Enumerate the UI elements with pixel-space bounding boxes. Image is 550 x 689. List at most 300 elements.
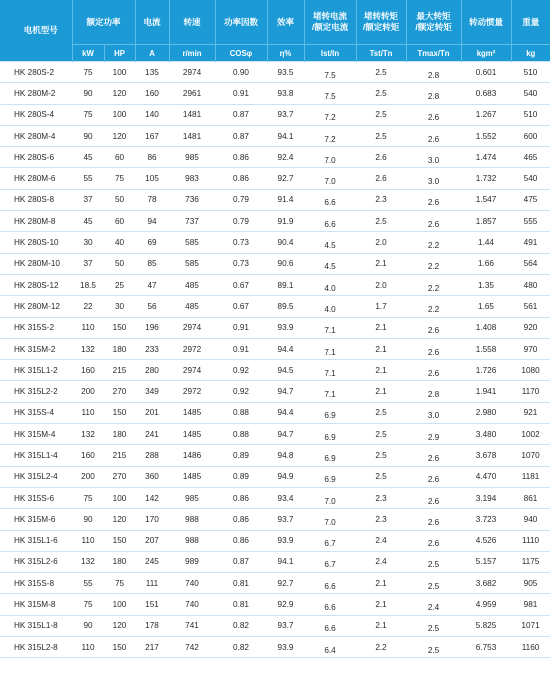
cell-current: 217 bbox=[135, 637, 169, 658]
cell-efficiency: 94.1 bbox=[267, 125, 304, 146]
cell-weight: 564 bbox=[511, 253, 550, 274]
unit-kg: kg bbox=[511, 45, 550, 62]
cell-weight: 561 bbox=[511, 296, 550, 317]
table-row bbox=[0, 125, 550, 146]
cell-locked-torque-ratio: 2.0 bbox=[356, 274, 406, 295]
cell-speed: 585 bbox=[169, 232, 215, 253]
cell-speed: 741 bbox=[169, 615, 215, 636]
header-max-torque bbox=[406, 0, 461, 45]
cell-current: 178 bbox=[135, 615, 169, 636]
cell-inertia: 1.558 bbox=[461, 338, 511, 359]
cell-power-kw: 75 bbox=[72, 594, 104, 615]
cell-power-hp: 120 bbox=[104, 509, 135, 530]
table-row bbox=[0, 637, 550, 658]
cell-speed: 1485 bbox=[169, 466, 215, 487]
cell-inertia: 1.65 bbox=[461, 296, 511, 317]
cell-power-kw: 55 bbox=[72, 573, 104, 594]
cell-inertia: 3.682 bbox=[461, 573, 511, 594]
cell-power-kw: 75 bbox=[72, 487, 104, 508]
cell-power-kw: 160 bbox=[72, 360, 104, 381]
table-row bbox=[0, 424, 550, 445]
cell-speed: 485 bbox=[169, 274, 215, 295]
cell-current: 360 bbox=[135, 466, 169, 487]
cell-efficiency: 92.9 bbox=[267, 594, 304, 615]
cell-power-hp: 270 bbox=[104, 466, 135, 487]
cell-current: 151 bbox=[135, 594, 169, 615]
unit-ist-in: Ist/In bbox=[304, 45, 356, 62]
header-current: 电流 bbox=[135, 0, 169, 45]
cell-power-hp: 150 bbox=[104, 637, 135, 658]
cell-efficiency: 93.9 bbox=[267, 530, 304, 551]
cell-power-kw: 45 bbox=[72, 147, 104, 168]
table-row bbox=[0, 466, 550, 487]
table-row bbox=[0, 189, 550, 210]
cell-power-hp: 180 bbox=[104, 424, 135, 445]
cell-speed: 985 bbox=[169, 487, 215, 508]
cell-current: 142 bbox=[135, 487, 169, 508]
cell-weight: 600 bbox=[511, 125, 550, 146]
cell-locked-torque-ratio: 2.1 bbox=[356, 615, 406, 636]
cell-power-factor: 0.67 bbox=[215, 296, 267, 317]
cell-inertia: 1.732 bbox=[461, 168, 511, 189]
cell-current: 78 bbox=[135, 189, 169, 210]
cell-power-hp: 150 bbox=[104, 402, 135, 423]
cell-locked-torque-ratio: 2.4 bbox=[356, 551, 406, 572]
cell-locked-torque-ratio: 2.5 bbox=[356, 402, 406, 423]
cell-weight: 480 bbox=[511, 274, 550, 295]
cell-inertia: 3.480 bbox=[461, 424, 511, 445]
unit-hp: HP bbox=[104, 45, 135, 62]
cell-efficiency: 94.7 bbox=[267, 381, 304, 402]
cell-power-factor: 0.82 bbox=[215, 637, 267, 658]
cell-inertia: 3.723 bbox=[461, 509, 511, 530]
cell-speed: 485 bbox=[169, 296, 215, 317]
cell-max-torque-ratio: 2.6 bbox=[406, 341, 461, 362]
cell-power-factor: 0.92 bbox=[215, 381, 267, 402]
cell-locked-torque-ratio: 2.5 bbox=[356, 445, 406, 466]
cell-power-hp: 120 bbox=[104, 83, 135, 104]
cell-power-hp: 120 bbox=[104, 615, 135, 636]
cell-model: HK 315M-6 bbox=[0, 509, 72, 530]
unit-tst-tn: Tst/Tn bbox=[356, 45, 406, 62]
cell-inertia: 0.601 bbox=[461, 62, 511, 83]
cell-max-torque-ratio: 3.0 bbox=[406, 171, 461, 192]
cell-power-kw: 160 bbox=[72, 445, 104, 466]
cell-efficiency: 92.7 bbox=[267, 573, 304, 594]
cell-efficiency: 94.1 bbox=[267, 551, 304, 572]
cell-power-factor: 0.81 bbox=[215, 573, 267, 594]
header-row-titles bbox=[0, 0, 550, 45]
header-locked-current bbox=[304, 0, 356, 45]
cell-current: 86 bbox=[135, 147, 169, 168]
cell-power-hp: 75 bbox=[104, 168, 135, 189]
cell-locked-current-ratio: 6.7 bbox=[304, 533, 356, 554]
cell-speed: 2961 bbox=[169, 83, 215, 104]
cell-power-kw: 37 bbox=[72, 189, 104, 210]
cell-locked-current-ratio: 7.1 bbox=[304, 341, 356, 362]
cell-locked-current-ratio: 4.0 bbox=[304, 299, 356, 320]
cell-inertia: 1.408 bbox=[461, 317, 511, 338]
cell-max-torque-ratio: 2.6 bbox=[406, 448, 461, 469]
cell-power-hp: 40 bbox=[104, 232, 135, 253]
cell-power-hp: 215 bbox=[104, 360, 135, 381]
cell-power-hp: 120 bbox=[104, 125, 135, 146]
unit-cos-phi: COSφ bbox=[215, 45, 267, 62]
header-power-factor: 功率因数 bbox=[215, 0, 267, 45]
cell-efficiency: 91.9 bbox=[267, 211, 304, 232]
cell-speed: 585 bbox=[169, 253, 215, 274]
cell-power-factor: 0.86 bbox=[215, 509, 267, 530]
cell-model: HK 315L2-2 bbox=[0, 381, 72, 402]
cell-weight: 1110 bbox=[511, 530, 550, 551]
table-row bbox=[0, 104, 550, 125]
cell-efficiency: 94.4 bbox=[267, 402, 304, 423]
cell-speed: 2972 bbox=[169, 381, 215, 402]
cell-efficiency: 93.8 bbox=[267, 83, 304, 104]
cell-current: 288 bbox=[135, 445, 169, 466]
cell-locked-current-ratio: 6.6 bbox=[304, 214, 356, 235]
cell-power-hp: 180 bbox=[104, 551, 135, 572]
cell-locked-current-ratio: 6.6 bbox=[304, 597, 356, 618]
cell-max-torque-ratio: 2.6 bbox=[406, 107, 461, 128]
cell-weight: 465 bbox=[511, 147, 550, 168]
cell-locked-torque-ratio: 2.1 bbox=[356, 360, 406, 381]
cell-inertia: 4.526 bbox=[461, 530, 511, 551]
cell-inertia: 1.857 bbox=[461, 211, 511, 232]
table-row bbox=[0, 232, 550, 253]
cell-locked-torque-ratio: 1.7 bbox=[356, 296, 406, 317]
cell-inertia: 1.44 bbox=[461, 232, 511, 253]
cell-locked-torque-ratio: 2.5 bbox=[356, 211, 406, 232]
cell-locked-torque-ratio: 2.5 bbox=[356, 424, 406, 445]
cell-power-hp: 30 bbox=[104, 296, 135, 317]
cell-weight: 940 bbox=[511, 509, 550, 530]
cell-power-kw: 55 bbox=[72, 168, 104, 189]
cell-power-kw: 132 bbox=[72, 424, 104, 445]
cell-power-kw: 110 bbox=[72, 317, 104, 338]
table-row bbox=[0, 445, 550, 466]
cell-locked-current-ratio: 4.5 bbox=[304, 235, 356, 256]
table-row bbox=[0, 551, 550, 572]
table-row bbox=[0, 381, 550, 402]
cell-speed: 988 bbox=[169, 509, 215, 530]
cell-power-kw: 22 bbox=[72, 296, 104, 317]
cell-inertia: 3.194 bbox=[461, 487, 511, 508]
cell-weight: 510 bbox=[511, 62, 550, 83]
cell-max-torque-ratio: 2.6 bbox=[406, 320, 461, 341]
header-max-torque-line2: /额定转矩 bbox=[415, 22, 452, 32]
cell-power-factor: 0.89 bbox=[215, 466, 267, 487]
cell-power-factor: 0.87 bbox=[215, 551, 267, 572]
cell-power-factor: 0.91 bbox=[215, 83, 267, 104]
cell-power-kw: 30 bbox=[72, 232, 104, 253]
cell-locked-current-ratio: 7.2 bbox=[304, 107, 356, 128]
table-row bbox=[0, 594, 550, 615]
cell-weight: 1181 bbox=[511, 466, 550, 487]
cell-locked-current-ratio: 6.9 bbox=[304, 448, 356, 469]
cell-inertia: 0.683 bbox=[461, 83, 511, 104]
cell-speed: 1481 bbox=[169, 104, 215, 125]
cell-efficiency: 89.5 bbox=[267, 296, 304, 317]
cell-efficiency: 89.1 bbox=[267, 274, 304, 295]
cell-model: HK 315S-2 bbox=[0, 317, 72, 338]
cell-power-kw: 90 bbox=[72, 509, 104, 530]
cell-locked-torque-ratio: 2.5 bbox=[356, 83, 406, 104]
cell-locked-torque-ratio: 2.1 bbox=[356, 317, 406, 338]
cell-current: 167 bbox=[135, 125, 169, 146]
cell-max-torque-ratio: 2.2 bbox=[406, 235, 461, 256]
cell-max-torque-ratio: 2.2 bbox=[406, 299, 461, 320]
cell-power-factor: 0.81 bbox=[215, 594, 267, 615]
cell-current: 233 bbox=[135, 338, 169, 359]
cell-current: 111 bbox=[135, 573, 169, 594]
cell-power-factor: 0.88 bbox=[215, 402, 267, 423]
cell-power-hp: 150 bbox=[104, 530, 135, 551]
table-row bbox=[0, 402, 550, 423]
cell-power-kw: 110 bbox=[72, 402, 104, 423]
table-row bbox=[0, 487, 550, 508]
cell-model: HK 280S-4 bbox=[0, 104, 72, 125]
cell-power-factor: 0.79 bbox=[215, 211, 267, 232]
cell-locked-current-ratio: 6.9 bbox=[304, 405, 356, 426]
cell-inertia: 1.547 bbox=[461, 189, 511, 210]
cell-efficiency: 90.4 bbox=[267, 232, 304, 253]
table-row bbox=[0, 274, 550, 295]
cell-max-torque-ratio: 2.6 bbox=[406, 533, 461, 554]
cell-weight: 555 bbox=[511, 211, 550, 232]
cell-max-torque-ratio: 2.6 bbox=[406, 214, 461, 235]
header-inertia: 转动惯量 bbox=[461, 0, 511, 45]
cell-efficiency: 94.9 bbox=[267, 466, 304, 487]
cell-weight: 920 bbox=[511, 317, 550, 338]
cell-power-factor: 0.73 bbox=[215, 253, 267, 274]
cell-locked-current-ratio: 6.6 bbox=[304, 576, 356, 597]
cell-efficiency: 94.7 bbox=[267, 424, 304, 445]
cell-max-torque-ratio: 3.0 bbox=[406, 405, 461, 426]
cell-power-hp: 180 bbox=[104, 338, 135, 359]
cell-power-hp: 50 bbox=[104, 253, 135, 274]
table-row bbox=[0, 168, 550, 189]
cell-locked-torque-ratio: 2.1 bbox=[356, 594, 406, 615]
cell-power-kw: 200 bbox=[72, 466, 104, 487]
cell-inertia: 4.470 bbox=[461, 466, 511, 487]
cell-current: 56 bbox=[135, 296, 169, 317]
cell-efficiency: 92.7 bbox=[267, 168, 304, 189]
cell-speed: 2974 bbox=[169, 360, 215, 381]
cell-power-kw: 90 bbox=[72, 615, 104, 636]
cell-weight: 861 bbox=[511, 487, 550, 508]
cell-inertia: 2.980 bbox=[461, 402, 511, 423]
cell-power-factor: 0.92 bbox=[215, 360, 267, 381]
cell-locked-torque-ratio: 2.2 bbox=[356, 637, 406, 658]
cell-locked-torque-ratio: 2.1 bbox=[356, 253, 406, 274]
cell-efficiency: 94.4 bbox=[267, 338, 304, 359]
cell-efficiency: 94.5 bbox=[267, 360, 304, 381]
cell-weight: 491 bbox=[511, 232, 550, 253]
cell-power-kw: 132 bbox=[72, 338, 104, 359]
cell-speed: 983 bbox=[169, 168, 215, 189]
cell-model: HK 315M-4 bbox=[0, 424, 72, 445]
cell-power-factor: 0.82 bbox=[215, 615, 267, 636]
table-row bbox=[0, 338, 550, 359]
cell-inertia: 4.959 bbox=[461, 594, 511, 615]
cell-speed: 2974 bbox=[169, 62, 215, 83]
cell-locked-current-ratio: 7.0 bbox=[304, 490, 356, 511]
cell-locked-torque-ratio: 2.0 bbox=[356, 232, 406, 253]
unit-rpm: r/min bbox=[169, 45, 215, 62]
table-row bbox=[0, 615, 550, 636]
cell-current: 170 bbox=[135, 509, 169, 530]
cell-model: HK 280M-4 bbox=[0, 125, 72, 146]
cell-power-hp: 100 bbox=[104, 104, 135, 125]
cell-inertia: 1.66 bbox=[461, 253, 511, 274]
cell-model: HK 280M-10 bbox=[0, 253, 72, 274]
cell-power-factor: 0.89 bbox=[215, 445, 267, 466]
cell-weight: 905 bbox=[511, 573, 550, 594]
cell-model: HK 315M-8 bbox=[0, 594, 72, 615]
cell-inertia: 1.474 bbox=[461, 147, 511, 168]
cell-efficiency: 90.6 bbox=[267, 253, 304, 274]
cell-weight: 510 bbox=[511, 104, 550, 125]
cell-inertia: 5.157 bbox=[461, 551, 511, 572]
cell-weight: 540 bbox=[511, 83, 550, 104]
cell-locked-current-ratio: 6.7 bbox=[304, 554, 356, 575]
cell-max-torque-ratio: 2.6 bbox=[406, 128, 461, 149]
cell-speed: 989 bbox=[169, 551, 215, 572]
cell-max-torque-ratio: 2.8 bbox=[406, 384, 461, 405]
cell-power-kw: 75 bbox=[72, 104, 104, 125]
cell-weight: 1070 bbox=[511, 445, 550, 466]
cell-weight: 540 bbox=[511, 168, 550, 189]
cell-model: HK 280M-2 bbox=[0, 83, 72, 104]
cell-power-factor: 0.86 bbox=[215, 147, 267, 168]
cell-power-factor: 0.86 bbox=[215, 168, 267, 189]
cell-weight: 1080 bbox=[511, 360, 550, 381]
cell-max-torque-ratio: 2.6 bbox=[406, 512, 461, 533]
cell-max-torque-ratio: 2.5 bbox=[406, 618, 461, 639]
cell-locked-current-ratio: 7.0 bbox=[304, 512, 356, 533]
cell-current: 241 bbox=[135, 424, 169, 445]
cell-power-factor: 0.67 bbox=[215, 274, 267, 295]
cell-max-torque-ratio: 3.0 bbox=[406, 150, 461, 171]
table-row bbox=[0, 83, 550, 104]
cell-model: HK 315S-6 bbox=[0, 487, 72, 508]
cell-power-factor: 0.86 bbox=[215, 530, 267, 551]
header-power: 额定功率 bbox=[72, 0, 135, 45]
cell-model: HK 315S-8 bbox=[0, 573, 72, 594]
cell-max-torque-ratio: 2.4 bbox=[406, 597, 461, 618]
cell-speed: 740 bbox=[169, 573, 215, 594]
cell-efficiency: 93.7 bbox=[267, 104, 304, 125]
cell-model: HK 280M-8 bbox=[0, 211, 72, 232]
cell-power-kw: 110 bbox=[72, 530, 104, 551]
cell-power-hp: 100 bbox=[104, 62, 135, 83]
cell-locked-torque-ratio: 2.4 bbox=[356, 530, 406, 551]
cell-speed: 742 bbox=[169, 637, 215, 658]
cell-current: 280 bbox=[135, 360, 169, 381]
cell-current: 245 bbox=[135, 551, 169, 572]
cell-efficiency: 93.7 bbox=[267, 509, 304, 530]
cell-model: HK 280M-12 bbox=[0, 296, 72, 317]
cell-model: HK 315S-4 bbox=[0, 402, 72, 423]
unit-tmax-tn: Tmax/Tn bbox=[406, 45, 461, 62]
table-row bbox=[0, 530, 550, 551]
cell-locked-current-ratio: 6.9 bbox=[304, 427, 356, 448]
cell-locked-torque-ratio: 2.5 bbox=[356, 125, 406, 146]
table-row bbox=[0, 317, 550, 338]
cell-model: HK 315L1-2 bbox=[0, 360, 72, 381]
cell-current: 94 bbox=[135, 211, 169, 232]
header-weight: 重量 bbox=[511, 0, 550, 45]
cell-locked-current-ratio: 7.0 bbox=[304, 171, 356, 192]
cell-power-hp: 25 bbox=[104, 274, 135, 295]
cell-locked-current-ratio: 7.1 bbox=[304, 363, 356, 384]
cell-weight: 1170 bbox=[511, 381, 550, 402]
unit-kw: kW bbox=[72, 45, 104, 62]
cell-speed: 985 bbox=[169, 147, 215, 168]
cell-max-torque-ratio: 2.2 bbox=[406, 256, 461, 277]
cell-efficiency: 93.5 bbox=[267, 62, 304, 83]
cell-efficiency: 94.8 bbox=[267, 445, 304, 466]
header-model: 电机型号 bbox=[0, 0, 72, 62]
cell-locked-torque-ratio: 2.5 bbox=[356, 466, 406, 487]
cell-power-hp: 60 bbox=[104, 147, 135, 168]
cell-power-kw: 200 bbox=[72, 381, 104, 402]
cell-power-factor: 0.87 bbox=[215, 125, 267, 146]
cell-power-kw: 18.5 bbox=[72, 274, 104, 295]
cell-max-torque-ratio: 2.5 bbox=[406, 640, 461, 661]
unit-kgm2: kgm² bbox=[461, 45, 511, 62]
cell-speed: 988 bbox=[169, 530, 215, 551]
cell-inertia: 1.267 bbox=[461, 104, 511, 125]
cell-locked-torque-ratio: 2.6 bbox=[356, 168, 406, 189]
cell-power-factor: 0.79 bbox=[215, 189, 267, 210]
cell-efficiency: 93.9 bbox=[267, 317, 304, 338]
cell-locked-torque-ratio: 2.1 bbox=[356, 338, 406, 359]
cell-current: 105 bbox=[135, 168, 169, 189]
cell-locked-torque-ratio: 2.5 bbox=[356, 104, 406, 125]
cell-max-torque-ratio: 2.6 bbox=[406, 363, 461, 384]
cell-max-torque-ratio: 2.8 bbox=[406, 65, 461, 86]
cell-power-factor: 0.87 bbox=[215, 104, 267, 125]
cell-locked-torque-ratio: 2.5 bbox=[356, 62, 406, 83]
cell-locked-current-ratio: 7.5 bbox=[304, 86, 356, 107]
cell-inertia: 1.726 bbox=[461, 360, 511, 381]
cell-current: 47 bbox=[135, 274, 169, 295]
cell-efficiency: 93.9 bbox=[267, 637, 304, 658]
cell-power-hp: 100 bbox=[104, 487, 135, 508]
cell-max-torque-ratio: 2.6 bbox=[406, 490, 461, 511]
cell-max-torque-ratio: 2.9 bbox=[406, 427, 461, 448]
table-row bbox=[0, 296, 550, 317]
cell-locked-current-ratio: 7.2 bbox=[304, 128, 356, 149]
cell-weight: 970 bbox=[511, 338, 550, 359]
cell-locked-current-ratio: 4.5 bbox=[304, 256, 356, 277]
header-locked-torque-line2: /额定转矩 bbox=[362, 22, 400, 32]
cell-power-hp: 100 bbox=[104, 594, 135, 615]
cell-weight: 921 bbox=[511, 402, 550, 423]
cell-locked-current-ratio: 6.9 bbox=[304, 469, 356, 490]
table-row bbox=[0, 573, 550, 594]
cell-inertia: 1.35 bbox=[461, 274, 511, 295]
cell-locked-torque-ratio: 2.3 bbox=[356, 487, 406, 508]
cell-inertia: 1.552 bbox=[461, 125, 511, 146]
cell-power-hp: 50 bbox=[104, 189, 135, 210]
unit-a: A bbox=[135, 45, 169, 62]
cell-power-factor: 0.91 bbox=[215, 338, 267, 359]
cell-locked-torque-ratio: 2.6 bbox=[356, 147, 406, 168]
cell-model: HK 315L1-4 bbox=[0, 445, 72, 466]
